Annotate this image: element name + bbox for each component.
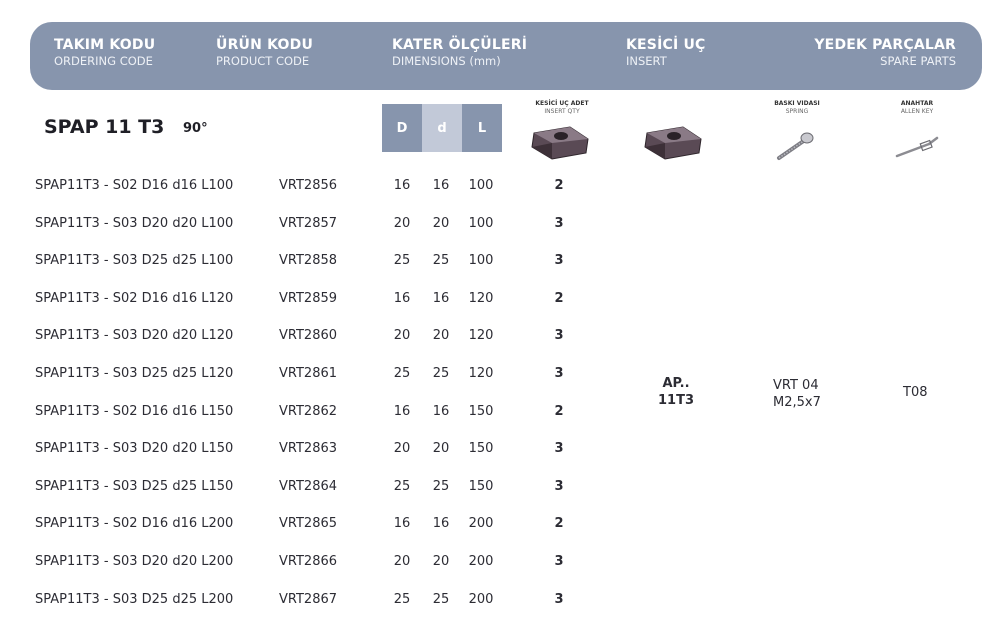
header-spare-parts <box>814 37 956 68</box>
row-insert-qty: 2 <box>554 178 564 193</box>
row-dim-L: 100 <box>468 216 494 231</box>
header-spare-en: SPARE PARTS <box>880 54 956 68</box>
row-insert-qty: 3 <box>554 554 564 569</box>
row-dim-D: 25 <box>393 253 411 268</box>
row-dim-D: 20 <box>393 554 411 569</box>
product-title: SPAP 11 T3 <box>44 116 165 138</box>
insert-code-line2: 11T3 <box>657 393 694 408</box>
row-product-code: VRT2857 <box>279 216 338 231</box>
row-insert-qty: 2 <box>554 291 564 306</box>
header-dims-tr: KATER ÖLÇÜLERİ <box>392 37 528 53</box>
row-dim-L: 200 <box>468 554 494 569</box>
insert-qty-image <box>530 125 592 161</box>
table-row <box>0 216 1000 236</box>
key-tr: ANAHTAR <box>900 100 934 107</box>
row-ordering-code: SPAP11T3 - S03 D25 d25 L150 <box>35 479 234 494</box>
row-insert-qty: 3 <box>554 592 564 607</box>
insert-code <box>650 375 702 409</box>
dim-header-d: d <box>422 104 462 152</box>
row-ordering-code: SPAP11T3 - S03 D20 d20 L150 <box>35 441 234 456</box>
table-row <box>0 328 1000 348</box>
key-code: T08 <box>903 385 928 400</box>
row-dim-D: 20 <box>393 216 411 231</box>
table-row <box>0 441 1000 461</box>
row-product-code: VRT2864 <box>279 479 338 494</box>
row-ordering-code: SPAP11T3 - S03 D20 d20 L120 <box>35 328 234 343</box>
insert-qty-tr: KESİCİ UÇ ADET <box>535 100 589 107</box>
spring-header <box>757 100 837 116</box>
header-dimensions <box>392 37 527 68</box>
header-insert <box>626 37 706 68</box>
row-dim-D: 20 <box>393 328 411 343</box>
row-product-code: VRT2865 <box>279 516 338 531</box>
row-dim-d: 25 <box>432 479 450 494</box>
insert-qty-en: INSERT QTY <box>544 108 580 115</box>
row-insert-qty: 3 <box>554 441 564 456</box>
row-dim-L: 120 <box>468 328 494 343</box>
row-dim-D: 16 <box>393 404 411 419</box>
header-spare-tr: YEDEK PARÇALAR <box>814 37 956 53</box>
row-ordering-code: SPAP11T3 - S02 D16 d16 L120 <box>35 291 234 306</box>
header-ordering-code <box>54 37 155 68</box>
row-dim-D: 25 <box>393 366 411 381</box>
spring-code-line2: M2,5x7 <box>773 395 821 410</box>
row-dim-L: 100 <box>468 253 494 268</box>
spring-code-line1: VRT 04 <box>773 378 819 393</box>
header-product-tr: ÜRÜN KODU <box>216 37 314 53</box>
header-dims-en: DIMENSIONS (mm) <box>392 54 501 68</box>
table-row <box>0 253 1000 273</box>
row-dim-d: 25 <box>432 592 450 607</box>
row-insert-qty: 3 <box>554 366 564 381</box>
row-dim-d: 20 <box>432 441 450 456</box>
row-product-code: VRT2856 <box>279 178 338 193</box>
row-ordering-code: SPAP11T3 - S03 D25 d25 L200 <box>35 592 234 607</box>
row-insert-qty: 2 <box>554 404 564 419</box>
row-dim-L: 100 <box>468 178 494 193</box>
row-product-code: VRT2859 <box>279 291 338 306</box>
allen-key-image <box>893 134 943 160</box>
table-row <box>0 366 1000 386</box>
row-ordering-code: SPAP11T3 - S03 D20 d20 L100 <box>35 216 234 231</box>
row-ordering-code: SPAP11T3 - S02 D16 d16 L150 <box>35 404 234 419</box>
header-ordering-tr: TAKIM KODU <box>54 37 156 53</box>
row-dim-L: 200 <box>468 516 494 531</box>
insert-image <box>643 125 705 161</box>
row-dim-D: 25 <box>393 592 411 607</box>
key-header <box>877 100 957 116</box>
row-insert-qty: 3 <box>554 328 564 343</box>
insert-code-line1: AP.. <box>662 376 690 391</box>
key-en: ALLEN KEY <box>900 108 934 115</box>
row-insert-qty: 2 <box>554 516 564 531</box>
table-row <box>0 291 1000 311</box>
row-ordering-code: SPAP11T3 - S03 D20 d20 L200 <box>35 554 234 569</box>
row-dim-L: 150 <box>468 479 494 494</box>
table-row <box>0 178 1000 198</box>
row-product-code: VRT2866 <box>279 554 338 569</box>
insert-qty-header <box>522 100 602 116</box>
row-dim-d: 16 <box>432 404 450 419</box>
row-dim-d: 25 <box>432 253 450 268</box>
row-dim-D: 16 <box>393 178 411 193</box>
row-product-code: VRT2861 <box>279 366 338 381</box>
row-dim-d: 16 <box>432 291 450 306</box>
row-insert-qty: 3 <box>554 253 564 268</box>
header-insert-tr: KESİCİ UÇ <box>626 37 706 53</box>
screw-image <box>775 130 817 162</box>
table-row <box>0 554 1000 574</box>
header-ordering-en: ORDERING CODE <box>54 54 153 68</box>
spring-en: SPRING <box>785 108 809 115</box>
row-dim-L: 200 <box>468 592 494 607</box>
row-insert-qty: 3 <box>554 216 564 231</box>
spring-tr: BASKI VIDASI <box>774 100 820 107</box>
row-dim-L: 150 <box>468 441 494 456</box>
header-product-code <box>216 37 313 68</box>
row-product-code: VRT2858 <box>279 253 338 268</box>
row-dim-D: 20 <box>393 441 411 456</box>
row-dim-d: 20 <box>432 328 450 343</box>
header-insert-en: INSERT <box>626 54 667 68</box>
row-product-code: VRT2862 <box>279 404 338 419</box>
row-product-code: VRT2860 <box>279 328 338 343</box>
row-dim-d: 16 <box>432 178 450 193</box>
product-angle: 90° <box>183 121 208 136</box>
header-product-en: PRODUCT CODE <box>216 54 310 68</box>
row-insert-qty: 3 <box>554 479 564 494</box>
row-dim-d: 20 <box>432 216 450 231</box>
spring-code <box>773 377 821 411</box>
row-dim-D: 16 <box>393 291 411 306</box>
table-header-bar <box>30 22 982 90</box>
row-ordering-code: SPAP11T3 - S02 D16 d16 L100 <box>35 178 234 193</box>
row-ordering-code: SPAP11T3 - S02 D16 d16 L200 <box>35 516 234 531</box>
table-row <box>0 404 1000 424</box>
table-row <box>0 516 1000 536</box>
row-dim-D: 25 <box>393 479 411 494</box>
row-dim-d: 20 <box>432 554 450 569</box>
dim-header-L: L <box>462 104 502 152</box>
table-row <box>0 592 1000 612</box>
table-row <box>0 479 1000 499</box>
row-dim-L: 150 <box>468 404 494 419</box>
row-product-code: VRT2867 <box>279 592 338 607</box>
row-dim-d: 25 <box>432 366 450 381</box>
row-ordering-code: SPAP11T3 - S03 D25 d25 L100 <box>35 253 234 268</box>
row-product-code: VRT2863 <box>279 441 338 456</box>
dim-header-D: D <box>382 104 422 152</box>
row-dim-L: 120 <box>468 291 494 306</box>
row-dim-D: 16 <box>393 516 411 531</box>
row-ordering-code: SPAP11T3 - S03 D25 d25 L120 <box>35 366 234 381</box>
row-dim-d: 16 <box>432 516 450 531</box>
row-dim-L: 120 <box>468 366 494 381</box>
